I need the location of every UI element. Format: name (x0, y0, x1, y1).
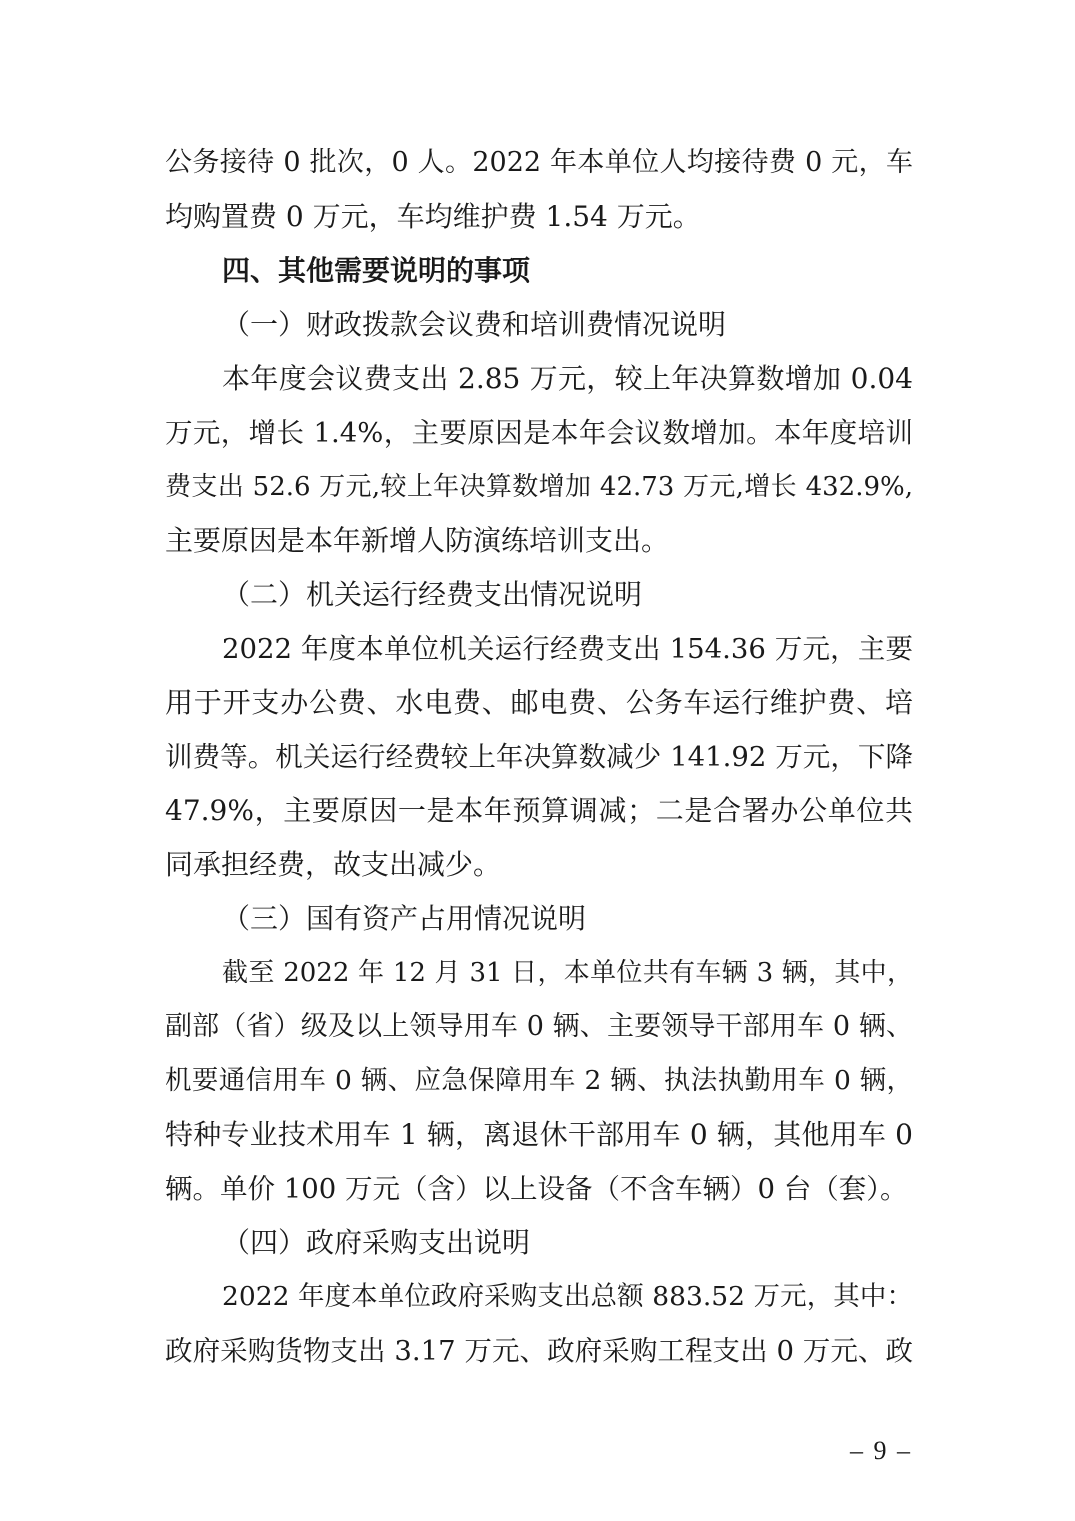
paragraph-line: 主要原因是本年新增人防演练培训支出。 (165, 524, 670, 557)
paragraph-line: 截至 2022 年 12 月 31 日，本单位共有车辆 3 辆，其中， (222, 958, 913, 988)
paragraph-line: 同承担经费，故支出减少。 (165, 848, 502, 881)
paragraph-line: 2022 年度本单位政府采购支出总额 883.52 万元，其中： (222, 1281, 913, 1312)
paragraph-line: 辆。单价 100 万元（含）以上设备（不含车辆）0 台（套）。 (165, 1173, 908, 1205)
paragraph-line: 万元，增长 1.4%，主要原因是本年会议数增加。本年度培训 (165, 417, 913, 449)
section-heading: 四、其他需要说明的事项 (222, 254, 531, 287)
paragraph-line: 政府采购货物支出 3.17 万元、政府采购工程支出 0 万元、政 (165, 1335, 913, 1367)
paragraph-line: 公务接待 0 批次，0 人。2022 年本单位人均接待费 0 元，车 (165, 147, 913, 178)
subsection-heading: （四）政府采购支出说明 (222, 1226, 531, 1259)
subsection-heading: （三）国有资产占用情况说明 (222, 902, 587, 935)
paragraph-line: 副部（省）级及以上领导用车 0 辆、主要领导干部用车 0 辆、 (165, 1011, 913, 1042)
paragraph-line: 机要通信用车 0 辆、应急保障用车 2 辆、执法执勤用车 0 辆， (165, 1065, 913, 1096)
paragraph-line: 用于开支办公费、水电费、邮电费、公务车运行维护费、培 (165, 686, 913, 719)
paragraph-line: 费支出 52.6 万元,较上年决算数增加 42.73 万元,增长 432.9%, (165, 472, 913, 502)
paragraph-line: 均购置费 0 万元，车均维护费 1.54 万元。 (165, 200, 701, 233)
subsection-heading: （二）机关运行经费支出情况说明 (222, 578, 643, 611)
page-number: – 9 – (850, 1436, 912, 1465)
paragraph-line: 特种专业技术用车 1 辆，离退休干部用车 0 辆，其他用车 0 (165, 1118, 913, 1151)
paragraph-line: 训费等。机关运行经费较上年决算数减少 141.92 万元，下降 (165, 741, 913, 773)
paragraph-line: 2022 年度本单位机关运行经费支出 154.36 万元，主要 (222, 633, 913, 665)
body-text (165, 136, 913, 1378)
subsection-heading: （一）财政拨款会议费和培训费情况说明 (222, 308, 727, 341)
paragraph-line: 本年度会议费支出 2.85 万元，较上年决算数增加 0.04 (222, 362, 913, 395)
paragraph-line: 47.9%，主要原因一是本年预算调减；二是合署办公单位共 (165, 794, 913, 827)
